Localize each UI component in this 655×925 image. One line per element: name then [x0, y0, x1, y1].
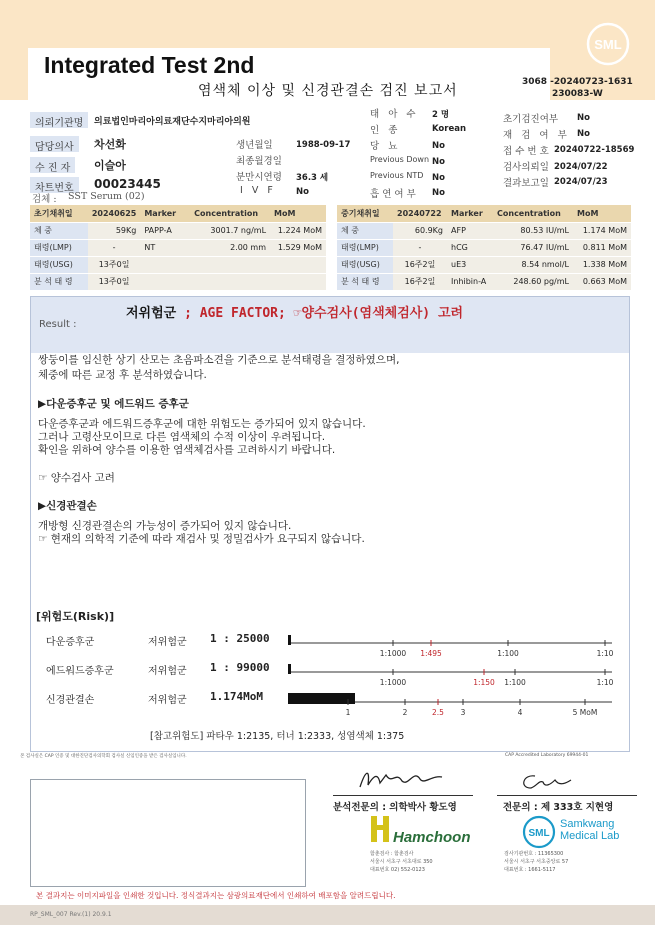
risk-scale-tick-label: 5 MoM: [572, 708, 598, 717]
report-id-line2: 230083-W: [551, 89, 603, 99]
st-marker-name: AFP: [447, 222, 493, 239]
risk-level-ntd: 저위험군: [148, 695, 187, 706]
st-lmp-value: -: [393, 239, 447, 256]
first-exam-value: No: [577, 113, 590, 123]
first-exam-label: 초기검진여부: [503, 114, 559, 125]
smoking-value: No: [432, 188, 445, 198]
ft-marker-name: PAPP-A: [140, 222, 190, 239]
risk-scale-tick-label: 1:100: [504, 678, 526, 687]
risk-value-down: 1 : 25000: [210, 632, 270, 645]
report-id-line1: 3068 -20240723-1631: [522, 77, 633, 87]
st-conc-head: Concentration: [493, 205, 573, 222]
prev-ntd-label: Previous NTD: [370, 171, 424, 180]
footer-note: 본 결과지는 이미지파일을 인쇄한 것입니다. 정식결과지는 삼광의료재단에서 인쇄하여 배포함을 알려드립니다.: [36, 891, 396, 900]
examinee-label: 수 진 자: [30, 157, 75, 173]
ft-marker-mom: 1.224 MoM: [270, 222, 326, 239]
table-row: [337, 273, 631, 290]
risk-name-down: 다운증후군: [46, 637, 95, 648]
table-row: [337, 239, 631, 256]
samkwang-logo-text: Samkwang Medical Lab: [560, 818, 620, 842]
hamchoon-logo: [365, 812, 475, 852]
report-id: [522, 76, 633, 100]
st-marker-mom: 0.663 MoM: [573, 273, 631, 290]
section-heading-ntd: ▶신경관결손: [38, 500, 97, 512]
table-row: [30, 256, 326, 273]
risk-scale-tick-label: 1:150: [473, 678, 495, 687]
result-recommendation: ☞ 양수검사 고려: [38, 472, 115, 484]
ft-conc-head: Concentration: [190, 205, 270, 222]
report-date-label: 결과보고일: [503, 178, 549, 189]
risk-scales: [0, 620, 655, 720]
st-marker-name: Inhibin-A: [447, 273, 493, 290]
risk-scale-tick-label: 4: [517, 708, 523, 717]
risk-title: [위험도(Risk)]: [36, 610, 115, 623]
reexam-value: No: [577, 129, 590, 139]
st-marker-name: hCG: [447, 239, 493, 256]
st-date-label: 중기채취일: [337, 205, 393, 222]
lmp-label: 최종월경일: [236, 156, 282, 167]
st-analysis-value: 16주2일: [393, 273, 447, 290]
svg-text:SML: SML: [594, 37, 622, 52]
accession-value: 20240722-18569: [554, 145, 635, 155]
ft-lmp-label: 태령(LMP): [30, 239, 88, 256]
prev-down-label: Previous Down: [370, 155, 430, 164]
table-row: [30, 273, 326, 290]
hamchoon-address: 함춘검사 : 함춘검사 서울시 서초구 서초대로 350 대표번호 02) 552-0123: [370, 851, 433, 873]
risk-name-ntd: 신경관결손: [46, 695, 95, 706]
specialist-signature: [515, 768, 575, 794]
risk-level-down: 저위험군: [148, 637, 187, 648]
table-row: [30, 239, 326, 256]
report-title-en: Integrated Test 2nd: [44, 52, 255, 78]
fetus-label: 태 아 수: [370, 109, 419, 120]
st-analysis-label: 분 석 태 령: [337, 273, 393, 290]
st-weight-value: 60.9Kg: [393, 222, 447, 239]
risk-scale-tick-label: 1:10: [596, 678, 614, 687]
st-marker-conc: 76.47 IU/mL: [493, 239, 573, 256]
ft-lmp-value: -: [88, 239, 141, 256]
table-row: [337, 222, 631, 239]
diabetes-value: No: [432, 141, 445, 151]
analyst-name: 분석전문의 : 의학박사 황도영: [333, 802, 457, 813]
result-flags: ; AGE FACTOR; ☞양수검사(염색체검사) 고려: [184, 306, 464, 321]
ft-weight-label: 체 중: [30, 222, 88, 239]
doctor-value: 차선화: [94, 138, 126, 151]
st-mom-head: MoM: [573, 205, 631, 222]
comment-box: [30, 779, 306, 887]
ft-weight-value: 59Kg: [88, 222, 141, 239]
risk-level-edwards: 저위험군: [148, 666, 187, 677]
chart-value: 00023445: [94, 177, 161, 191]
table-row: [30, 222, 326, 239]
risk-scale-tick-label: 1: [345, 708, 351, 717]
specimen-value: SST Serum (02): [68, 191, 145, 202]
st-marker-name: uE3: [447, 256, 493, 273]
risk-position-marker: [288, 635, 291, 645]
samkwang-logo-icon: [522, 815, 556, 849]
report-date-value: 2024/07/23: [554, 177, 608, 187]
ivf-value: No: [296, 187, 309, 197]
age-value: 36.3 세: [296, 173, 329, 183]
race-value: Korean: [432, 124, 467, 134]
st-lmp-label: 태령(LMP): [337, 239, 393, 256]
chart-label: 차트번호: [30, 177, 79, 193]
reexam-label: 재 검 여 부: [503, 130, 570, 141]
result-text-line: 다운증후군과 에드워드증후군에 대한 위험도는 증가되어 있지 않습니다.: [38, 418, 366, 430]
smoking-label: 흡 연 여 부: [370, 189, 416, 200]
risk-scale-tick-label: 1:1000: [379, 678, 407, 687]
risk-name-edwards: 에드워드증후군: [46, 666, 114, 677]
st-marker-mom: 1.174 MoM: [573, 222, 631, 239]
second-trimester-table: [337, 205, 631, 291]
st-marker-conc: 8.54 nmol/L: [493, 256, 573, 273]
samkwang-address: 검사기관번호 : 11365300 서울시 서초구 서초중앙로 57 대표번호 : 1661-5117: [504, 851, 569, 873]
result-text-line: ☞ 현재의 의학적 기준에 따라 재검사 및 정밀검사가 요구되지 않습니다.: [38, 533, 365, 545]
risk-scale-tick-label: 3: [460, 708, 466, 717]
diabetes-label: 당 뇨: [370, 141, 401, 152]
ft-marker-name: NT: [140, 239, 190, 256]
result-text-line: 확인을 위하여 양수를 이용한 염색체검사를 고려하시기 바랍니다.: [38, 444, 336, 456]
fetus-value: 2 명: [432, 110, 450, 120]
st-usg-value: 16주2일: [393, 256, 447, 273]
doctor-label: 담당의사: [30, 136, 79, 152]
specimen-label: 검체 :: [32, 194, 57, 205]
request-date-value: 2024/07/22: [554, 162, 608, 172]
ft-date-value: 20240625: [88, 205, 141, 222]
ft-usg-value: 13주0일: [88, 256, 141, 273]
result-label: Result :: [39, 319, 77, 330]
result-text-line: 쌍둥이를 임신한 상기 산모는 초음파소견을 기준으로 분석태령을 결정하였으며,: [38, 354, 400, 366]
first-trimester-row-header: [30, 205, 326, 222]
risk-scale-tick-label: 1:100: [497, 649, 519, 658]
age-label: 분만시연령: [236, 172, 282, 183]
institution-value: 의료법인마리아의료재단수지마리아의원: [94, 117, 251, 127]
report-title-ko: 염색체 이상 및 신경관결손 검진 보고서: [198, 83, 458, 99]
specialist-sig-line: [497, 795, 637, 796]
risk-position-marker: [288, 664, 291, 674]
dob-value: 1988-09-17: [296, 140, 351, 150]
result-summary: [126, 302, 463, 321]
risk-value-edwards: 1 : 99000: [210, 661, 270, 674]
svg-text:SML: SML: [528, 828, 550, 839]
second-trimester-row-header: [337, 205, 631, 222]
ft-mom-head: MoM: [270, 205, 326, 222]
analyst-signature: [352, 765, 452, 795]
st-usg-label: 태령(USG): [337, 256, 393, 273]
st-date-value: 20240722: [393, 205, 447, 222]
race-label: 인 종: [370, 125, 401, 136]
institution-label: 의뢰기관명: [30, 112, 88, 128]
specialist-name: 전문의 : 제 333호 지현영: [503, 802, 614, 813]
st-marker-mom: 1.338 MoM: [573, 256, 631, 273]
ft-marker-mom: 1.529 MoM: [270, 239, 326, 256]
st-marker-head: Marker: [447, 205, 493, 222]
table-row: [337, 256, 631, 273]
examinee-value: 이슬아: [94, 159, 126, 172]
svg-text:Hamchoon: Hamchoon: [393, 829, 471, 846]
section-heading-down-edwards: ▶다운증후군 및 에드워드 증후군: [38, 398, 189, 410]
ft-marker-conc: 3001.7 ng/mL: [190, 222, 270, 239]
prev-down-value: No: [432, 157, 445, 167]
risk-scale-tick-label: 2.5: [432, 708, 444, 717]
document-code: RP_SML_007 Rev.(1) 20.9.1: [30, 911, 112, 918]
risk-mom-bar: [288, 693, 355, 704]
result-text-line: 체중에 따른 교정 후 분석하였습니다.: [38, 369, 207, 381]
accreditation-note: 본 검사실은 CAP 인증 및 대한진단검사의학회 검사실 신임인증을 받은 검사실입니다.: [20, 754, 187, 759]
risk-scale-tick-label: 1:1000: [379, 649, 407, 658]
accession-label: 접 수 번 호: [503, 146, 549, 157]
risk-scale-tick-label: 1:495: [420, 649, 442, 658]
st-marker-conc: 248.60 pg/mL: [493, 273, 573, 290]
ft-usg-label: 태령(USG): [30, 256, 88, 273]
st-weight-label: 체 중: [337, 222, 393, 239]
result-text-line: 그러나 고령산모이므로 다른 염색체의 수적 이상이 우려됩니다.: [38, 431, 326, 443]
ft-analysis-label: 분 석 태 령: [30, 273, 88, 290]
ivf-label: I V F: [240, 185, 276, 196]
ft-marker-conc: 2.00 mm: [190, 239, 270, 256]
st-marker-conc: 80.53 IU/mL: [493, 222, 573, 239]
result-text-line: 개방형 신경관결손의 가능성이 증가되어 있지 않습니다.: [38, 520, 292, 532]
first-trimester-table: [30, 205, 326, 291]
cap-note: CAP Accredited Laboratory 69944-01: [505, 753, 589, 758]
risk-value-ntd: 1.174MoM: [210, 690, 263, 703]
ft-marker-head: Marker: [140, 205, 190, 222]
analyst-sig-line: [333, 795, 473, 796]
prev-ntd-value: No: [432, 173, 445, 183]
reference-risk: [참고위험도] 파타우 1:2135, 터너 1:2333, 성염색체 1:375: [150, 731, 405, 742]
risk-scale-tick-label: 1:10: [596, 649, 614, 658]
sml-logo: [586, 22, 630, 66]
result-level: 저위험군: [126, 306, 177, 321]
request-date-label: 검사의뢰일: [503, 162, 549, 173]
dob-label: 생년월일: [236, 140, 273, 151]
ft-analysis-value: 13주0일: [88, 273, 141, 290]
st-marker-mom: 0.811 MoM: [573, 239, 631, 256]
risk-scale-tick-label: 2: [402, 708, 408, 717]
ft-date-label: 초기채취일: [30, 205, 88, 222]
